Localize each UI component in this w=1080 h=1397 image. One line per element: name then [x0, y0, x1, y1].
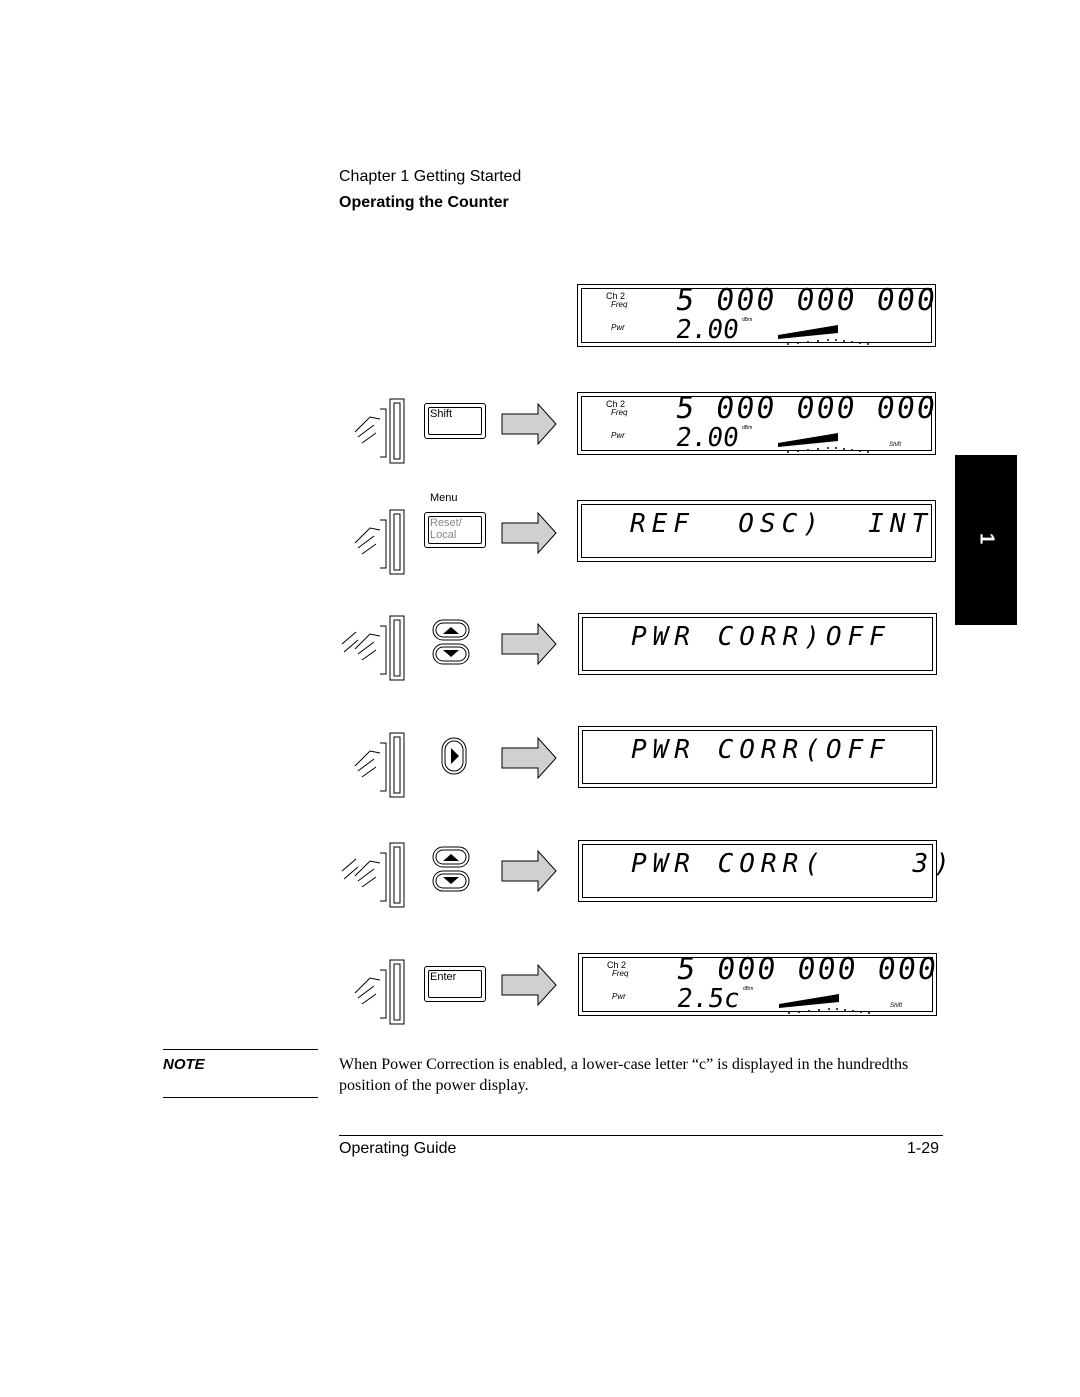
- display-pwr-label: Pwr: [612, 992, 626, 1001]
- display-channel: Ch 2: [606, 291, 626, 301]
- right-key[interactable]: [440, 736, 470, 778]
- section-heading: Operating the Counter: [339, 194, 509, 211]
- finger-press-icon: [350, 731, 410, 799]
- power-bar-graph: [779, 990, 879, 1016]
- shift-key-label: Shift: [430, 408, 453, 420]
- display-pwr-corr-value: [578, 840, 956, 902]
- chapter-heading: Chapter 1 Getting Started: [339, 168, 522, 185]
- finger-press-icon: [350, 508, 410, 576]
- right-arrow-icon: [500, 622, 560, 666]
- finger-press-icon: [350, 958, 410, 1026]
- finger-double-press-icon: [340, 614, 410, 682]
- power-bar-graph: [778, 429, 878, 455]
- shift-key[interactable]: [424, 403, 486, 439]
- enter-key-label: Enter: [430, 971, 457, 983]
- display-shift-annunciator: Shift: [888, 442, 901, 448]
- display-freq-label: Freq: [612, 969, 629, 978]
- reset-local-key[interactable]: [424, 512, 486, 548]
- display-freq-power-corrected: [578, 952, 941, 1016]
- footer-title: Operating Guide: [339, 1140, 457, 1157]
- display-channel: Ch 2: [606, 399, 626, 409]
- reset-label: Reset/: [430, 517, 462, 529]
- display-freq-label: Freq: [611, 408, 628, 417]
- finger-press-icon: [350, 397, 410, 465]
- display-pwr-label: Pwr: [611, 431, 625, 440]
- menu-label: Menu: [430, 492, 458, 504]
- footer-rule: [339, 1135, 943, 1136]
- note-bottom-rule: [163, 1097, 318, 1098]
- power-bar-graph: [778, 321, 878, 347]
- display-unit: dBm: [743, 986, 754, 992]
- right-arrow-icon: [500, 511, 560, 555]
- display-message: PWR CORR)OFF: [631, 622, 891, 652]
- right-arrow-icon: [500, 963, 560, 1007]
- display-freq-power-shift: [577, 391, 940, 455]
- reset-local-key-label: [430, 517, 462, 541]
- display-pwr-value: 2.00: [673, 423, 741, 453]
- display-pwr-value: 2.5c: [674, 984, 742, 1014]
- right-arrow-icon: [500, 736, 560, 780]
- local-label: Local: [430, 529, 457, 541]
- up-down-keys[interactable]: [431, 845, 473, 893]
- display-freq-power: [577, 283, 940, 347]
- note-text: When Power Correction is enabled, a lower-case letter “c” is displayed in the hundredths position of the power display.: [339, 1056, 909, 1094]
- display-channel: Ch 2: [607, 960, 627, 970]
- display-unit: dBm: [742, 425, 753, 431]
- display-message: PWR CORR(OFF: [631, 735, 891, 765]
- display-freq-value: 5 000 000 000: [673, 391, 940, 426]
- up-down-keys[interactable]: [431, 618, 473, 666]
- display-freq-label: Freq: [611, 300, 628, 309]
- enter-key[interactable]: [424, 966, 486, 1002]
- display-ref-osc: [577, 500, 936, 562]
- display-freq-value: 5 000 000 000: [673, 283, 940, 318]
- display-message: REF OSC) INT: [630, 509, 934, 539]
- display-pwr-corr-edit: [578, 726, 937, 788]
- chapter-tab-number: 1: [975, 532, 998, 545]
- display-shift-annunciator: Shift: [889, 1003, 902, 1009]
- display-unit: dBm: [742, 317, 753, 323]
- display-pwr-label: Pwr: [611, 323, 625, 332]
- chapter-tab: [955, 455, 1017, 625]
- display-freq-value: 5 000 000 000: [674, 952, 941, 987]
- right-arrow-icon: [500, 402, 560, 446]
- display-pwr-corr-off: [578, 613, 937, 675]
- right-arrow-icon: [500, 849, 560, 893]
- page-number: 1-29: [907, 1140, 940, 1157]
- finger-double-press-icon: [340, 841, 410, 909]
- display-pwr-value: 2.00: [673, 315, 741, 345]
- note-top-rule: [163, 1049, 318, 1050]
- display-message: PWR CORR( 3): [631, 849, 956, 879]
- note-label: NOTE: [163, 1056, 205, 1073]
